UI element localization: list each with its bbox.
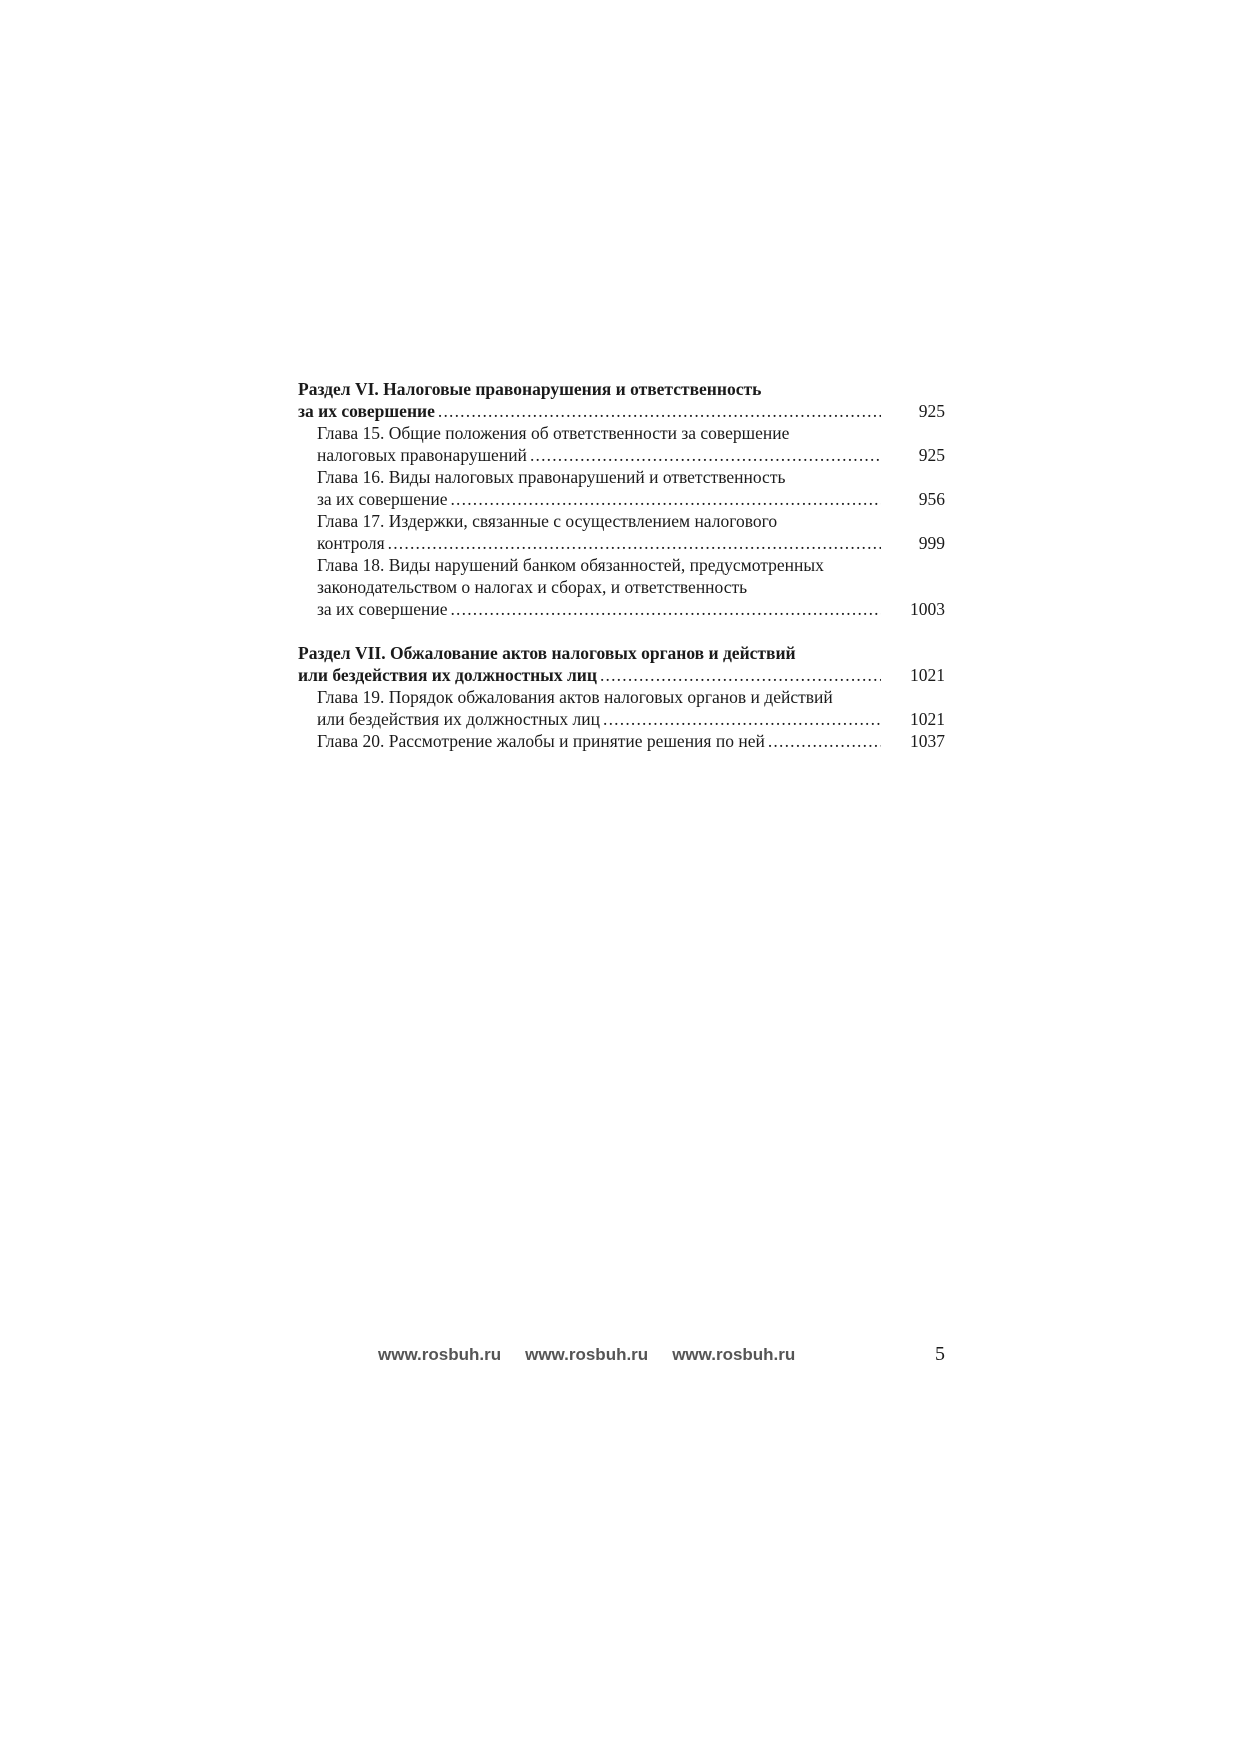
toc-chapter-17[interactable] bbox=[298, 510, 945, 554]
toc-entry-title-line: Раздел VI. Налоговые правонарушения и ответственность bbox=[298, 379, 762, 399]
toc-page-number: 1037 bbox=[910, 731, 945, 751]
toc-page-number: 1003 bbox=[910, 599, 945, 619]
toc-section-7[interactable] bbox=[298, 642, 945, 686]
toc-page-number: 925 bbox=[918, 401, 945, 421]
table-of-contents bbox=[298, 378, 945, 752]
toc-chapter-18[interactable] bbox=[298, 554, 945, 620]
dot-leader bbox=[388, 532, 881, 554]
dot-leader bbox=[530, 444, 881, 466]
toc-entry-title-line: законодательством о налогах и сборах, и ответственность bbox=[317, 577, 748, 597]
footer-url-link[interactable]: www.rosbuh.ru bbox=[525, 1345, 649, 1364]
footer-url-link[interactable]: www.rosbuh.ru bbox=[672, 1345, 796, 1364]
toc-chapter-19[interactable] bbox=[298, 686, 945, 730]
toc-page-number: 999 bbox=[918, 533, 945, 553]
toc-entry-title-line: Глава 16. Виды налоговых правонарушений и ответственность bbox=[317, 467, 786, 487]
toc-entry-title-line: или бездействия их должностных лиц bbox=[317, 709, 601, 729]
toc-entry-title-line: Глава 18. Виды нарушений банком обязанностей, предусмотренных bbox=[317, 555, 824, 575]
toc-page-number: 956 bbox=[918, 489, 945, 509]
toc-section-6[interactable] bbox=[298, 378, 945, 422]
toc-entry-title-line: Глава 17. Издержки, связанные с осуществлением налогового bbox=[317, 511, 778, 531]
toc-chapter-20[interactable] bbox=[298, 730, 945, 752]
toc-chapter-16[interactable] bbox=[298, 466, 945, 510]
dot-leader bbox=[600, 664, 881, 686]
toc-entry-title-line: за их совершение bbox=[317, 599, 448, 619]
toc-chapter-15[interactable] bbox=[298, 422, 945, 466]
toc-entry-title-line: Раздел VII. Обжалование актов налоговых органов и действий bbox=[298, 643, 796, 663]
toc-page-number: 1021 bbox=[910, 665, 945, 685]
dot-leader bbox=[438, 400, 881, 422]
dot-leader bbox=[768, 730, 881, 752]
toc-entry-title-line: контроля bbox=[317, 533, 385, 553]
page-number: 5 bbox=[935, 1343, 945, 1365]
footer-urls bbox=[378, 1345, 819, 1365]
toc-entry-title-line: Глава 19. Порядок обжалования актов налоговых органов и действий bbox=[317, 687, 833, 707]
toc-entry-title-line: за их совершение bbox=[317, 489, 448, 509]
toc-page-number: 1021 bbox=[910, 709, 945, 729]
toc-entry-title-line: Глава 20. Рассмотрение жалобы и принятие решения по ней bbox=[317, 731, 765, 751]
toc-entry-title-line: Глава 15. Общие положения об ответственности за совершение bbox=[317, 423, 790, 443]
footer-url-link[interactable]: www.rosbuh.ru bbox=[378, 1345, 502, 1364]
toc-page-number: 925 bbox=[918, 445, 945, 465]
dot-leader bbox=[450, 488, 881, 510]
dot-leader bbox=[603, 708, 881, 730]
page-footer bbox=[298, 1343, 945, 1373]
toc-entry-title-line: за их совершение bbox=[298, 401, 435, 421]
dot-leader bbox=[450, 598, 881, 620]
toc-entry-title-line: или бездействия их должностных лиц bbox=[298, 665, 597, 685]
toc-entry-title-line: налоговых правонарушений bbox=[317, 445, 527, 465]
